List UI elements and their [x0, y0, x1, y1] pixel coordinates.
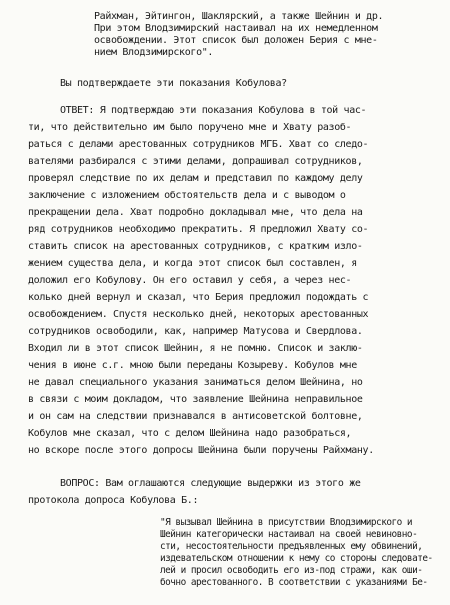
- question-line: Вы подтверждаете эти показания Кобулова?: [60, 78, 287, 89]
- text-line: Кобулов мне сказал, что с делом Шейнина надо разобраться,: [28, 428, 352, 439]
- text-line: протокола допроса Кобулова Б.:: [28, 495, 199, 506]
- text-line: Входил ли в этот список Шейнин, я не помню. Список и заклю-: [28, 343, 363, 354]
- text-line: прекращении дела. Хват подробно докладывал мне, что дела на: [28, 207, 363, 218]
- text-line: освобождении. Этот список был доложен Берия с мне-: [94, 35, 378, 46]
- text-line: издевательском отношении к нему со стороны следовате-: [160, 553, 433, 564]
- text-line: чения в июне с.г. мною были переданы Козыреву. Кобулов мне: [28, 360, 357, 371]
- text-line: проверял следствие по их делам и представил по каждому делу: [28, 173, 363, 184]
- text-line: Шейнин категорически настаивал на своей невиновно-: [160, 529, 418, 540]
- text-line: вателями разбирался с этими делами, допрашивал сотрудников,: [28, 156, 363, 167]
- text-line: освобождением. Спустя несколько дней, некоторых арестованных: [28, 309, 369, 320]
- text-line: ти, что действительно им было поручено мне и Хвату разоб-: [28, 122, 352, 133]
- text-line: раться с делами арестованных сотрудников МГБ. Хват со следо-: [28, 139, 369, 150]
- text-line: но вскоре после этого допросы Шейнина были поручены Райхману.: [28, 445, 374, 456]
- text-line: и он сам на следствии признавался в антисоветской болтовне,: [28, 411, 363, 422]
- text-line: ОТВЕТ: Я подтверждаю эти показания Кобулова в той час-: [60, 105, 367, 116]
- text-line: заключение с изложением обстоятельств дела и с выводом о: [28, 190, 346, 201]
- text-line: нием Влодзимирского".: [94, 47, 214, 58]
- text-line: Райхман, Эйтингон, Шаклярский, а также Шейнин и др.: [94, 11, 384, 22]
- text-line: ВОПРОС: Вам оглашаются следующие выдержки из этого же: [60, 478, 361, 489]
- text-line: лей и просил освободить его из-под стражи, как оши-: [160, 565, 423, 576]
- text-line: При этом Влодзимирский настаивал на их немедленном: [94, 23, 378, 34]
- text-line: ставить список на арестованных сотрудников, с кратким изло-: [28, 241, 363, 252]
- text-line: сти, несостоятельности предъявленных ему обвинений,: [160, 541, 423, 552]
- text-line: доложил его Кобулову. Он его оставил у себя, а через нес-: [28, 275, 352, 286]
- text-line: колько дней вернул и сказал, что Берия предложил подождать с: [28, 292, 369, 303]
- text-line: жением существа дела, и когда этот список был составлен, я: [28, 258, 357, 269]
- text-line: "Я вызывал Шейнина в присутствии Влодзимирского и: [160, 517, 413, 528]
- text-line: ряд сотрудников необходимо прекратить. Я предложил Хвату со-: [28, 224, 369, 235]
- text-line: бочно арестованного. В соответствии с указаниями Бе-: [160, 577, 428, 588]
- text-line: сотрудников освободили, как, например Матусова и Свердлова.: [28, 326, 363, 337]
- text-line: в связи с моим докладом, что заявление Шейнина неправильное: [28, 394, 363, 405]
- text-line: не давал специального указания заниматься делом Шейнина, но: [28, 377, 363, 388]
